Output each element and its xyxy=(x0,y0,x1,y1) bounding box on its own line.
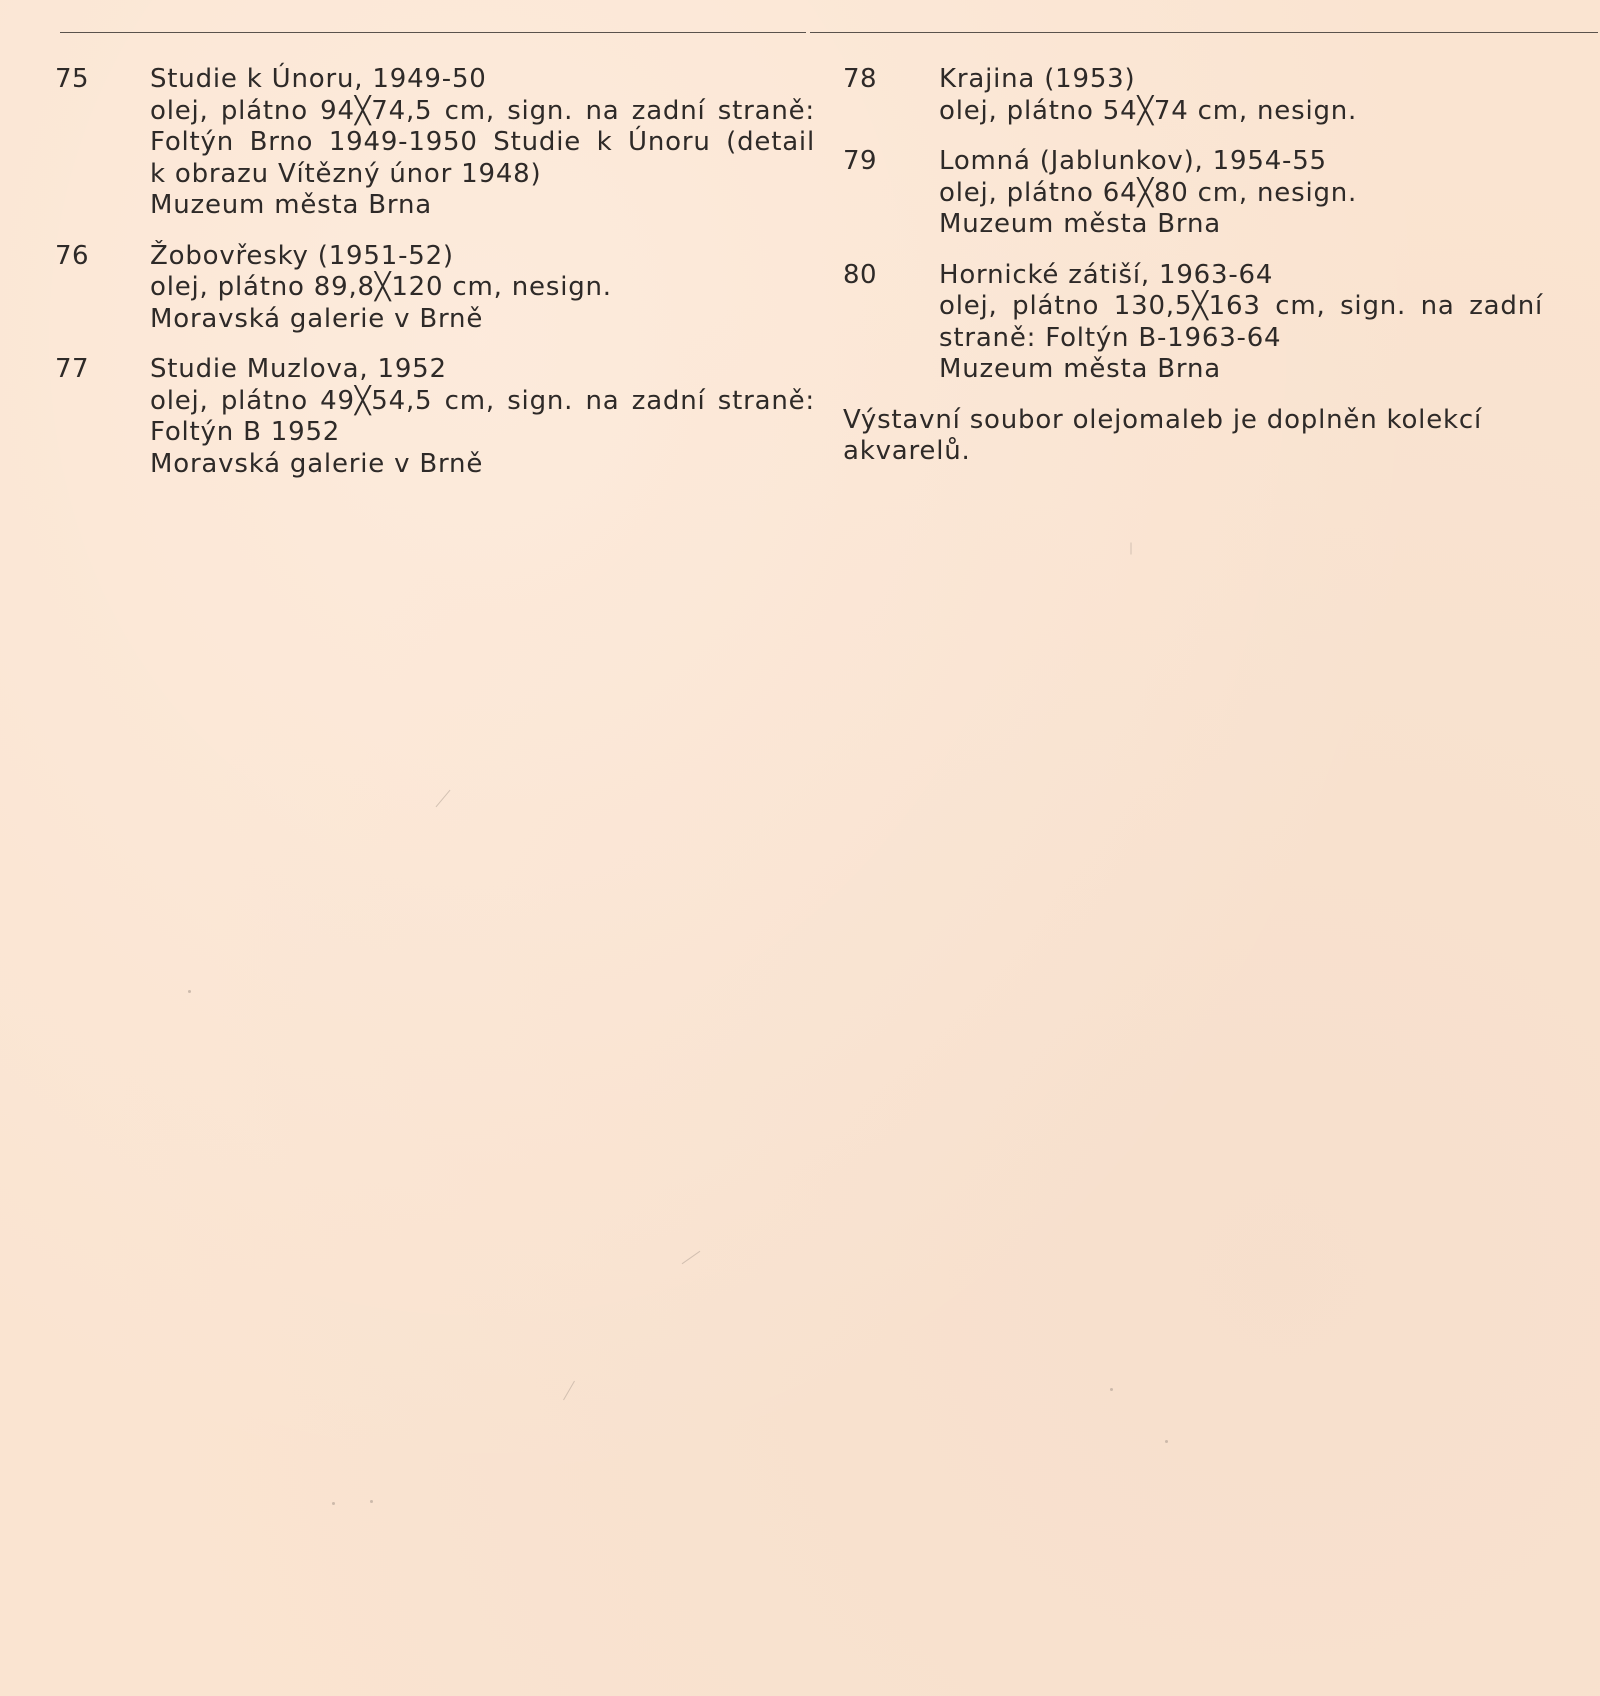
entry-medium: olej, plátno 94╳74,5 cm, sign. na zadní straně: xyxy=(150,95,815,126)
entry-text xyxy=(939,64,1543,127)
entry-medium: olej, plátno 54╳74 cm, nesign. xyxy=(939,95,1358,126)
entry-text xyxy=(939,146,1543,241)
entry-number: 79 xyxy=(843,146,878,176)
entry-inscription-cont: k obrazu Vítězný únor 1948) xyxy=(150,158,542,189)
catalog-entry-76 xyxy=(55,241,815,336)
entry-medium: olej, plátno 130,5╳163 cm, sign. na zadní xyxy=(939,291,1543,321)
entry-collection: Moravská galerie v Brně xyxy=(150,448,484,479)
entry-title: Studie Muzlova, 1952 xyxy=(150,354,447,384)
catalog-entry-80 xyxy=(843,260,1543,386)
entry-text xyxy=(150,241,815,336)
paper-fiber xyxy=(436,790,451,807)
entry-collection: Muzeum města Brna xyxy=(939,209,1221,239)
paper-fiber xyxy=(682,1251,701,1264)
entry-collection: Moravská galerie v Brně xyxy=(150,303,484,334)
entry-medium: olej, plátno 49╳54,5 cm, sign. na zadní straně: xyxy=(150,385,815,416)
entry-title: Hornické zátiší, 1963-64 xyxy=(939,259,1274,290)
paper-fiber xyxy=(1131,543,1132,555)
catalog-entry-79 xyxy=(843,146,1543,241)
entry-inscription: Foltýn B 1952 xyxy=(150,417,341,447)
entry-title: Krajina (1953) xyxy=(939,64,1136,94)
entry-title: Studie k Únoru, 1949-50 xyxy=(150,64,487,94)
entry-collection: Muzeum města Brna xyxy=(939,354,1221,384)
entry-text xyxy=(939,260,1543,386)
entry-inscription: Foltýn Brno 1949-1950 Studie k Únoru (detail xyxy=(150,127,815,157)
entry-medium: olej, plátno 64╳80 cm, nesign. xyxy=(939,177,1358,208)
top-rule-right xyxy=(810,32,1598,33)
paper-speck xyxy=(1110,1388,1113,1391)
catalog-entry-75 xyxy=(55,64,815,222)
closing-note-line: Výstavní soubor olejomaleb je doplněn kolekcí xyxy=(843,404,1482,435)
paper-fiber xyxy=(563,1381,575,1401)
closing-note-line: akvarelů. xyxy=(843,436,971,466)
entry-number: 77 xyxy=(55,354,90,384)
entry-number: 75 xyxy=(55,64,90,94)
entry-inscription: straně: Foltýn B-1963-64 xyxy=(939,322,1282,353)
top-rule-left xyxy=(60,32,806,33)
entry-medium: olej, plátno 89,8╳120 cm, nesign. xyxy=(150,272,612,302)
paper-speck xyxy=(1165,1440,1168,1443)
paper-speck xyxy=(370,1500,373,1503)
entry-number: 80 xyxy=(843,259,878,290)
paper-speck xyxy=(188,990,191,993)
entry-number: 78 xyxy=(843,64,878,94)
closing-note xyxy=(843,405,1483,468)
entry-text xyxy=(150,64,815,222)
left-column xyxy=(55,64,815,499)
paper-speck xyxy=(332,1502,335,1505)
right-column xyxy=(843,64,1543,468)
catalog-entry-78 xyxy=(843,64,1543,127)
entry-title: Lomná (Jablunkov), 1954-55 xyxy=(939,146,1327,176)
entry-title: Žobovřesky (1951-52) xyxy=(150,240,454,271)
entry-number: 76 xyxy=(55,240,90,271)
catalog-entry-77 xyxy=(55,354,815,480)
entry-collection: Muzeum města Brna xyxy=(150,190,432,220)
entry-text xyxy=(150,354,815,480)
